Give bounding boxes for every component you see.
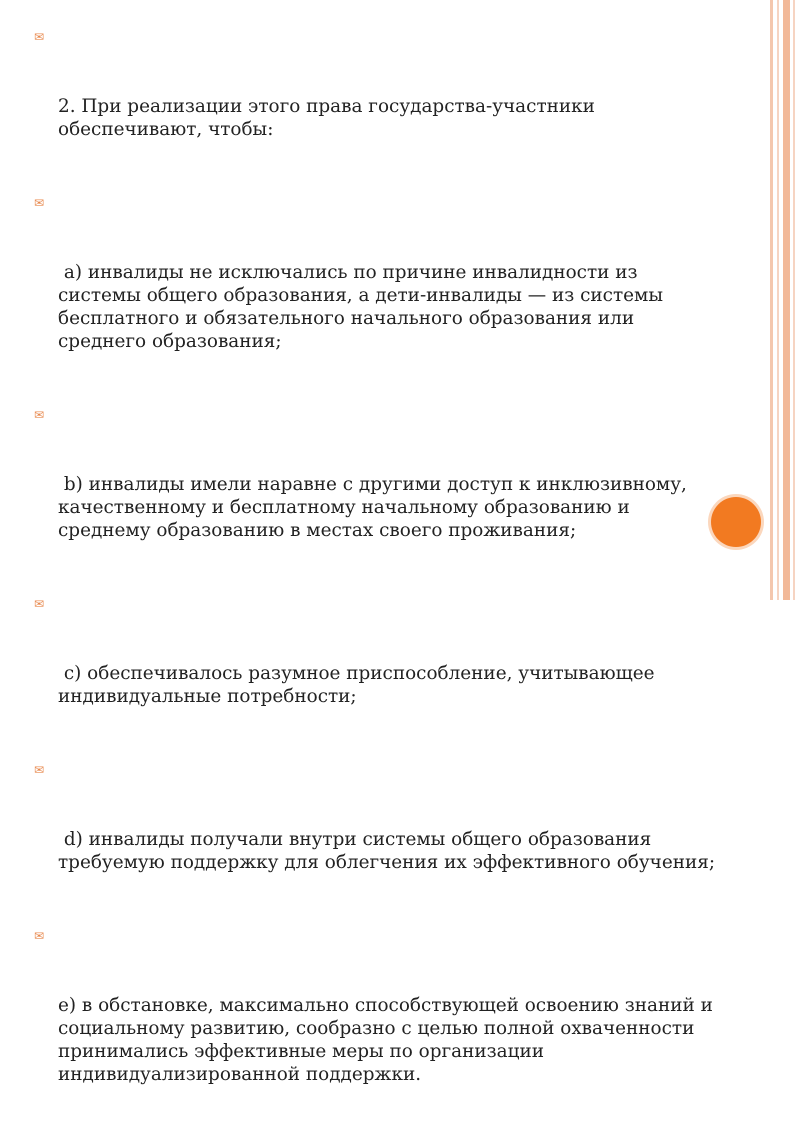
paragraph-intro xyxy=(34,26,724,187)
stripe xyxy=(793,0,795,600)
stripe xyxy=(777,0,779,600)
paragraph-text: e) в обстановке, максимально способствующей освоению знаний и социальному развитию, сообразно с целью полной охваченности принимались эффективные меры по организации индивидуализированной поддержки. xyxy=(58,995,719,1085)
envelope-bullet-icon: ✉ xyxy=(34,763,45,777)
envelope-bullet-icon: ✉ xyxy=(34,196,45,210)
right-decorative-stripes xyxy=(760,0,800,600)
paragraph-text: d) инвалиды получали внутри системы общего образования требуемую поддержку для облегчения их эффективного обучения; xyxy=(58,829,716,873)
stripe xyxy=(770,0,773,600)
envelope-bullet-icon: ✉ xyxy=(34,929,45,943)
paragraph-item-a xyxy=(34,192,724,399)
envelope-bullet-icon: ✉ xyxy=(34,597,45,611)
paragraph-item-d xyxy=(34,759,724,920)
paragraph-text: 2. При реализации этого права государства-участники обеспечивают, чтобы: xyxy=(58,96,601,140)
paragraph-text: c) обеспечивалось разумное приспособление, учитывающее индивидуальные потребности; xyxy=(58,663,661,707)
paragraph-item-e xyxy=(34,925,724,1132)
orange-circle-decoration xyxy=(711,497,761,547)
paragraph-text: а) инвалиды не исключались по причине инвалидности из системы общего образования, а дети-инвалиды — из системы бесплатного и обязательного начального образования или среднего образования; xyxy=(58,262,669,352)
paragraph-text: b) инвалиды имели наравне с другими доступ к инклюзивному, качественному и бесплатному начальному образованию и среднему образованию в местах своего проживания; xyxy=(58,474,693,541)
stripe xyxy=(783,0,790,600)
slide-body xyxy=(34,26,724,1137)
envelope-bullet-icon: ✉ xyxy=(34,408,45,422)
paragraph-item-b xyxy=(34,404,724,588)
envelope-bullet-icon: ✉ xyxy=(34,30,45,44)
paragraph-item-c xyxy=(34,593,724,754)
